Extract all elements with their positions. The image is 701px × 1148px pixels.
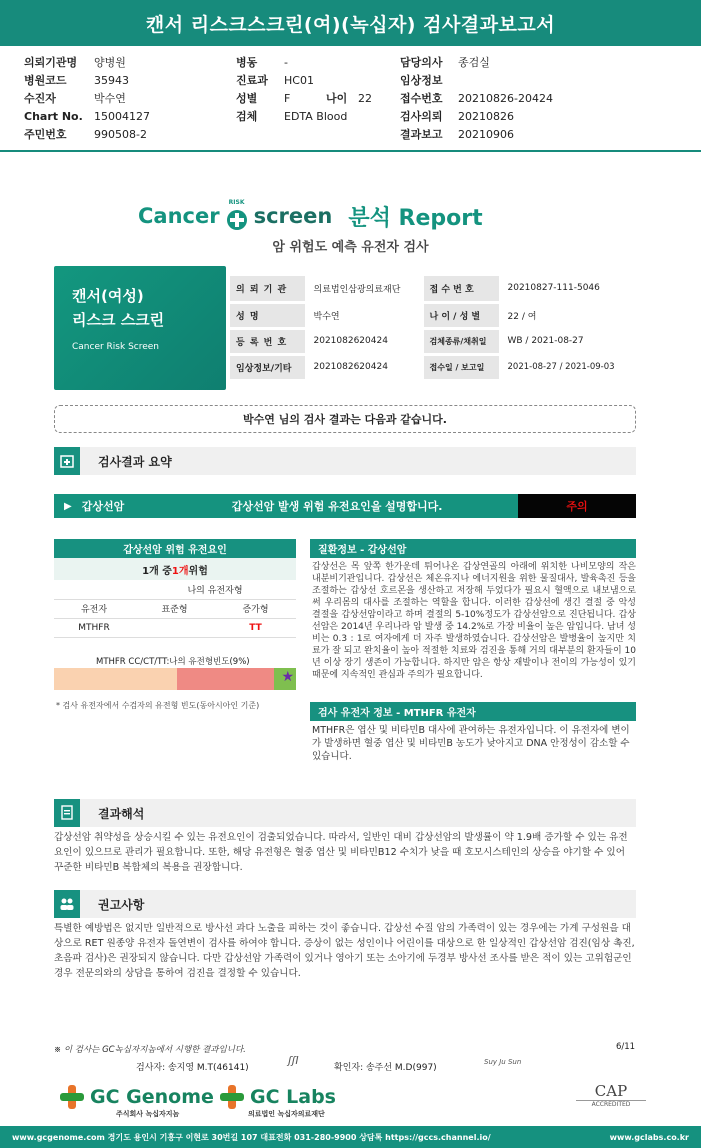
interpretation-text: 갑상선암 취약성을 상승시킬 수 있는 유전요인이 검출되었습니다. 따라서, 일반인 대비 갑상선암의 발생률이 약 1.9배 증가할 수 있는 유전요인이 있으므로 관리가 필요합니다. 또한, 해당 유전형은 혈중 엽산 및 비타민B12 수치가 낮을 때 호모시스테인의 상승을 야기할 수 있어 꾸준한 비타민B 복합체의 복용을 권장합니다. bbox=[54, 832, 628, 873]
info-key: 접수일 / 보고일 bbox=[422, 354, 500, 380]
info-key: 성 명 bbox=[230, 302, 306, 328]
report-header: 캔서 리스크스크린(여)(녹십자) 검사결과보고서 bbox=[0, 0, 701, 46]
gc-genome-sub: 주식회사 녹십자지놈 bbox=[116, 1110, 180, 1118]
meta-value: 종검실 bbox=[458, 56, 490, 69]
meta-col-2 bbox=[236, 54, 406, 126]
interpretation-title: 결과해석 bbox=[98, 806, 145, 821]
count-post: 위험 bbox=[188, 565, 208, 577]
product-card bbox=[54, 266, 226, 390]
meta-value: 20210906 bbox=[458, 128, 514, 141]
meta-key: 검체 bbox=[236, 110, 258, 123]
count-num: 1개 bbox=[171, 565, 189, 577]
info-key: 검체종류/채취일 bbox=[422, 328, 500, 354]
info-value: 2021082620424 bbox=[306, 328, 422, 354]
risk-level-badge: 주의 bbox=[518, 494, 636, 518]
brand-risk: RISK bbox=[228, 199, 245, 206]
footer-right: www.gclabs.co.kr bbox=[609, 1132, 689, 1142]
meta-key: 담당의사 bbox=[400, 56, 443, 69]
gc-cross-icon bbox=[218, 1083, 246, 1111]
meta-value: F bbox=[284, 92, 291, 105]
info-value: 2021082620424 bbox=[306, 354, 422, 380]
meta-col-3 bbox=[400, 54, 600, 144]
gc-genome-logo bbox=[58, 1083, 214, 1111]
gc-labs-text: GC Labs bbox=[250, 1086, 336, 1108]
info-key: 나 이 / 성 별 bbox=[422, 302, 500, 328]
col-inc-header: 증가형 bbox=[215, 599, 296, 618]
recommend-header bbox=[54, 890, 636, 918]
cap-sub: ACCREDITED bbox=[576, 1100, 646, 1108]
confirmer-signature: Suy Ju Sun bbox=[484, 1058, 522, 1066]
meta-key: Chart No. bbox=[24, 110, 83, 123]
meta-key: 주민번호 bbox=[24, 128, 67, 141]
recommend-text: 특별한 예방법은 없지만 일반적으로 방사선 과다 노출을 피하는 것이 좋습니다. 갑상선 수질 암의 가족력이 있는 경우에는 가계 구성원을 대상으로 RET 원종양 유전자 돌연변이 검사를 하여야 합니다. 증상이 없는 성인이나 어린이를 대상으로 한 일상적인 갑상선암 검진(임상 촉진, 초음파 검사)은 권장되지 않습니다. 다만 갑상선암 가족력이 있거나 영아기 또는 소아기에 두경부 방사선 조사를 받은 적이 있는 고위험군인 경우 전문의와의 상담을 통하여 검진을 결정할 수 있습니다. bbox=[54, 923, 635, 979]
gene-count bbox=[54, 558, 296, 580]
freq-label: MTHFR CC/CT/TT:나의 유전형빈도(9%) bbox=[96, 657, 250, 667]
meta-key: 성별 bbox=[236, 92, 258, 105]
gc-cross-icon bbox=[58, 1083, 86, 1111]
summary-section-header bbox=[54, 447, 636, 475]
meta-key: 병동 bbox=[236, 56, 258, 69]
disease-text: 갑상선은 목 앞쪽 한가운데 튀어나온 갑상연골의 아래에 위치한 나비모양의 작은 내분비기관입니다. 갑상선은 체온유지나 에너지원을 위한 물질대사, 발육촉진 등을 조절하는 갑상선 호르몬을 생산하고 저장해 두었다가 필요시 혈액으로 내보냄으로써 우리몸의 대사를 조절하는 역할을 합니다. 이러한 갑상선에 생긴 결절 중 악성 결절을 갑상선암이라고 하며 결절의 5-10%정도가 갑상선암으로 진단됩니다. 갑상선암은 2014년 우리나라 암 발생 중 14.2%로 가장 비율이 높은 암입니다. 남녀 성비는 0.3 : 1로 여자에게 더 자주 발생하였습니다. 갑상선암은 발병율이 높지만 치료가 잘 되고 완치율이 높아 적절한 치료와 검진을 통해 거의 대부분의 환자들이 10년 이상 장기 생존이 가능합니다. 하지만 암은 항상 재발이나 전이의 가능성이 있기 때문에 지속적인 관심과 주의가 필요합니다. bbox=[312, 562, 636, 680]
info-key: 의 뢰 기 관 bbox=[230, 276, 306, 302]
meta-value: HC01 bbox=[284, 74, 314, 87]
info-row bbox=[230, 354, 626, 380]
info-value: 22 / 여 bbox=[500, 302, 626, 328]
meta-value: 990508-2 bbox=[94, 128, 147, 141]
card-line-1: 캔서(여성) bbox=[72, 287, 144, 305]
meta-key: 진료과 bbox=[236, 74, 268, 87]
info-row bbox=[230, 328, 626, 354]
info-value: 2021-08-27 / 2021-09-03 bbox=[500, 354, 626, 380]
cap-logo bbox=[576, 1082, 646, 1108]
tester-signature: ʃʃI bbox=[288, 1054, 299, 1067]
disease-title: 질환정보 - 갑상선암 bbox=[310, 539, 636, 558]
brand-cancer: Cancer bbox=[138, 204, 220, 228]
info-table bbox=[230, 276, 628, 382]
page-number: 6/11 bbox=[616, 1042, 636, 1052]
meta-key: 나이 bbox=[326, 92, 348, 105]
play-triangle-icon: ▶ bbox=[64, 500, 72, 512]
card-line-2: 리스크 스크린 bbox=[72, 311, 165, 329]
genotype-table bbox=[54, 580, 296, 638]
people-icon bbox=[54, 890, 80, 918]
result-notice: 박수연 님의 검사 결과는 다음과 같습니다. bbox=[54, 405, 636, 433]
freq-segment-tt bbox=[274, 668, 296, 690]
freq-segment-cc bbox=[54, 668, 177, 690]
brand-logo bbox=[138, 198, 568, 234]
meta-value: 박수연 bbox=[94, 92, 126, 105]
gene-name: MTHFR bbox=[54, 618, 134, 637]
meta-value: 15004127 bbox=[94, 110, 150, 123]
meta-value: 양병원 bbox=[94, 56, 126, 69]
gc-labs-logo bbox=[218, 1083, 336, 1111]
meta-key: 의뢰기관명 bbox=[24, 56, 78, 69]
summary-organ: 갑상선암 bbox=[81, 500, 125, 513]
brand-screen: screen bbox=[253, 204, 333, 228]
summary-desc: 갑상선암 발생 위험 유전요인을 설명합니다. bbox=[231, 500, 443, 513]
info-key: 등 록 번 호 bbox=[230, 328, 306, 354]
meta-value: 20210826-20424 bbox=[458, 92, 553, 105]
risk-plus-icon bbox=[222, 201, 252, 231]
meta-key: 병원코드 bbox=[24, 74, 67, 87]
page-footer bbox=[0, 1126, 701, 1148]
meta-key: 수진자 bbox=[24, 92, 56, 105]
calendar-plus-icon bbox=[54, 447, 80, 475]
info-row bbox=[230, 276, 626, 302]
info-value: 의료법인삼광의료재단 bbox=[306, 276, 422, 302]
freq-segment-ct bbox=[177, 668, 274, 690]
meta-value: - bbox=[284, 56, 288, 69]
bottom-note: ※ 이 검사는 GC녹십자지놈에서 시행한 결과입니다. bbox=[54, 1045, 246, 1055]
count-pre: 1개 중 bbox=[142, 565, 172, 577]
info-value: 박수연 bbox=[306, 302, 422, 328]
recommend-title: 권고사항 bbox=[98, 897, 145, 912]
meta-key: 임상정보 bbox=[400, 74, 443, 87]
confirmer: 확인자: 송주선 M.D(997) bbox=[334, 1063, 437, 1073]
info-key: 임상정보/기타 bbox=[230, 354, 306, 380]
info-value: 20210827-111-5046 bbox=[500, 276, 626, 302]
genotype-freq-bar bbox=[54, 668, 296, 690]
meta-key: 검사의뢰 bbox=[400, 110, 443, 123]
meta-value: 35943 bbox=[94, 74, 129, 87]
summary-bar bbox=[54, 494, 518, 518]
info-value: WB / 2021-08-27 bbox=[500, 328, 626, 354]
tester: 검사자: 송지영 M.T(46141) bbox=[136, 1063, 249, 1073]
info-row bbox=[230, 302, 626, 328]
my-genotype-header: 나의 유전자형 bbox=[134, 580, 296, 599]
meta-value: EDTA Blood bbox=[284, 110, 348, 123]
summary-title: 검사결과 요약 bbox=[98, 454, 172, 469]
interpretation-header bbox=[54, 799, 636, 827]
meta-key: 결과보고 bbox=[400, 128, 443, 141]
brand-subtitle: 암 위험도 예측 유전자 검사 bbox=[272, 240, 429, 255]
gc-genome-text: GC Genome bbox=[90, 1086, 214, 1108]
meta-divider bbox=[0, 150, 701, 152]
meta-value: 20210826 bbox=[458, 110, 514, 123]
card-en: Cancer Risk Screen bbox=[72, 342, 160, 352]
cap-text: CAP bbox=[594, 1082, 628, 1100]
my-genotype-star-icon: ★ bbox=[281, 669, 294, 685]
gene-info-title: 검사 유전자 정보 - MTHFR 유전자 bbox=[310, 702, 636, 721]
footer-left: www.gcgenome.com 경기도 용인시 기흥구 이현로 30번길 107 대표전화 031-280-9900 상담톡 https://gccs.channel.io/ bbox=[12, 1132, 491, 1142]
meta-value: 22 bbox=[358, 92, 372, 105]
gene-info-text: MTHFR은 엽산 및 비타민B 대사에 관여하는 유전자입니다. 이 유전자에 변이가 발생하면 혈중 엽산 및 비타민B 농도가 낮아지고 DNA 안정성이 감소할 수 있습니다. bbox=[312, 725, 630, 762]
gene-table-title: 갑상선암 위험 유전요인 bbox=[54, 539, 296, 558]
gene-inc-value: TT bbox=[215, 618, 296, 637]
info-key: 접 수 번 호 bbox=[422, 276, 500, 302]
meta-col-1 bbox=[24, 54, 224, 144]
brand-report: 분석 Report bbox=[348, 205, 483, 231]
gc-labs-sub: 의료법인 녹십자의료재단 bbox=[248, 1110, 325, 1118]
col-gene-header: 유전자 bbox=[54, 599, 134, 618]
meta-key: 접수번호 bbox=[400, 92, 443, 105]
document-icon bbox=[54, 799, 80, 827]
col-std-header: 표준형 bbox=[134, 599, 215, 618]
freq-note: * 검사 유전자에서 수검자의 유전형 빈도(동아시아인 기준) bbox=[56, 701, 260, 710]
